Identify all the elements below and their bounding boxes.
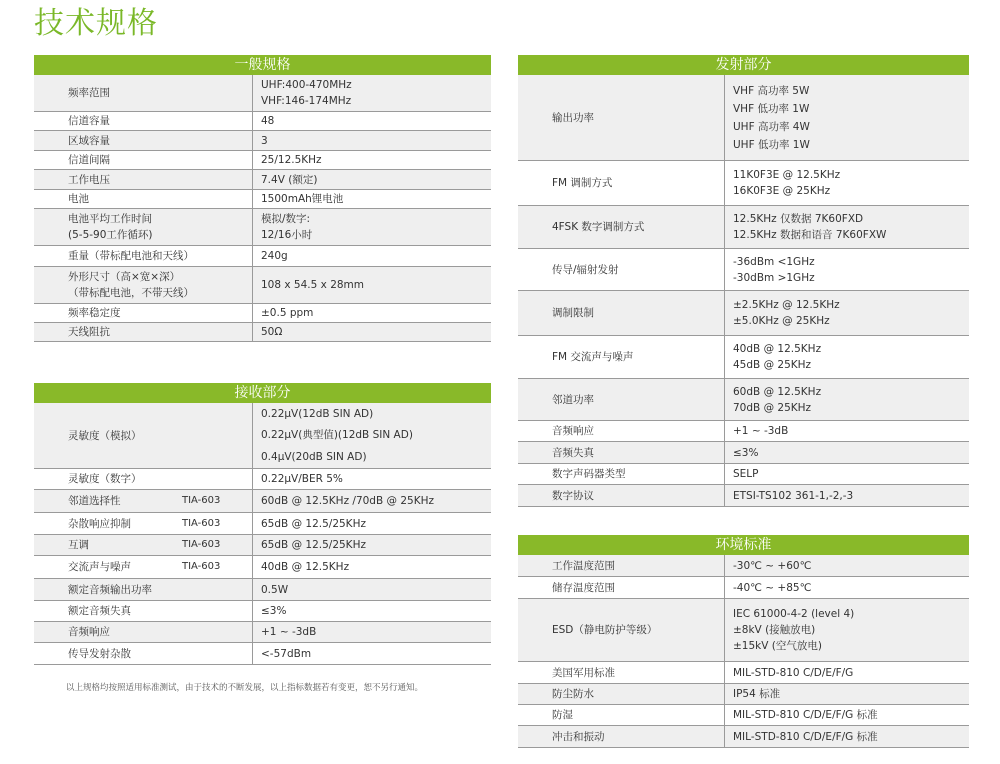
spec-label-cell (34, 579, 252, 600)
spec-value-cell (252, 267, 491, 303)
spec-label: 杂散响应抑制 (68, 517, 131, 530)
spec-label-cell (518, 206, 724, 248)
spec-label: 音频响应 (552, 425, 594, 437)
spec-label: 调制限制 (552, 307, 594, 319)
spec-label: 4FSK 数字调制方式 (552, 221, 645, 233)
spec-value-cell (724, 249, 969, 290)
spec-label: 音频失真 (552, 446, 594, 459)
transmit-row (518, 379, 969, 421)
spec-label-cell (34, 267, 252, 303)
spec-value: 0.22μV(典型值)(12dB SIN AD) (261, 429, 413, 442)
receive-row (34, 556, 491, 579)
spec-value: MIL-STD-810 C/D/E/F/G 标准 (733, 709, 878, 721)
spec-label-cell (34, 535, 252, 555)
environment-row (518, 726, 969, 748)
spec-value: VHF 高功率 5W (733, 84, 810, 97)
spec-label: 重量（带标配电池和天线） (68, 250, 194, 262)
general-row (34, 151, 491, 170)
spec-value-cell (724, 577, 969, 598)
spec-value-cell (252, 403, 491, 468)
spec-label-cell (518, 291, 724, 335)
transmit-row (518, 206, 969, 249)
spec-label: 电池 (68, 193, 89, 205)
spec-value-cell (252, 469, 491, 489)
spec-value-cell (724, 291, 969, 335)
spec-value: ±2.5KHz @ 12.5KHz (733, 299, 840, 311)
spec-value-cell (724, 336, 969, 378)
page-title: 技术规格 (34, 6, 158, 41)
spec-label: 额定音频输出功率 (68, 583, 152, 596)
receive-row (34, 513, 491, 535)
spec-label: 灵敏度（数字） (68, 473, 142, 485)
spec-label-cell (34, 643, 252, 664)
spec-value-cell (724, 161, 969, 205)
spec-label: 防尘防水 (552, 688, 594, 700)
spec-value: ±0.5 ppm (261, 307, 314, 319)
spec-value: 108 x 54.5 x 28mm (261, 279, 365, 291)
general-row (34, 323, 491, 342)
transmit-specs-table (518, 55, 969, 507)
transmit-row (518, 421, 969, 442)
spec-value: 50Ω (261, 326, 283, 338)
spec-label-cell (34, 75, 252, 111)
environment-row (518, 684, 969, 705)
spec-label-cell (34, 304, 252, 322)
spec-value: ≤3% (733, 446, 759, 459)
spec-label-cell (34, 170, 252, 189)
general-row (34, 190, 491, 209)
spec-label-cell (518, 379, 724, 420)
environment-row (518, 599, 969, 662)
spec-label-cell (518, 555, 724, 576)
spec-value-cell (724, 555, 969, 576)
spec-label: 天线阻抗 (68, 326, 110, 338)
spec-value: 45dB @ 25KHz (733, 359, 812, 371)
spec-value-cell (724, 206, 969, 248)
spec-value-cell (252, 323, 491, 341)
spec-value: 7.4V (额定) (261, 173, 318, 186)
spec-label-cell (34, 190, 252, 208)
spec-standard: TIA-603 (182, 495, 221, 506)
spec-label-cell (518, 75, 724, 160)
spec-value-cell (724, 464, 969, 484)
spec-label-cell (34, 403, 252, 468)
spec-label: 数字声码器类型 (552, 468, 626, 480)
spec-value: IP54 标准 (733, 688, 781, 700)
spec-value: -30dBm >1GHz (733, 271, 815, 284)
receive-row (34, 469, 491, 490)
spec-value: ±8kV (接触放电) (733, 624, 816, 636)
spec-label: 邻道选择性 (68, 495, 121, 507)
receive-row (34, 643, 491, 665)
spec-label: 信道间隔 (68, 154, 110, 166)
spec-label-cell (34, 556, 252, 578)
spec-value: 1500mAh锂电池 (261, 193, 344, 205)
spec-label-cell (518, 485, 724, 506)
transmit-row (518, 442, 969, 464)
spec-value: 60dB @ 12.5KHz (733, 385, 822, 398)
spec-value-cell (724, 599, 969, 661)
general-row (34, 170, 491, 190)
spec-label-cell (518, 577, 724, 598)
spec-value: 模拟/数字: (261, 213, 311, 225)
receive-row (34, 601, 491, 622)
spec-value: ±15kV (空气放电) (733, 640, 822, 652)
spec-value-cell (252, 490, 491, 512)
spec-value-cell (724, 421, 969, 441)
spec-value: 0.22μV/BER 5% (261, 473, 343, 485)
spec-value-cell (724, 485, 969, 506)
spec-label-cell (518, 726, 724, 747)
spec-label: 输出功率 (552, 111, 594, 124)
spec-label-cell (34, 246, 252, 266)
spec-value: 12.5KHz 数据和语音 7K60FXW (733, 229, 887, 241)
environment-row (518, 577, 969, 599)
receive-row (34, 622, 491, 643)
spec-value-cell (252, 601, 491, 621)
spec-value: ETSI-TS102 361-1,-2,-3 (733, 489, 854, 502)
spec-value: 3 (261, 134, 268, 147)
spec-label-cell (518, 684, 724, 704)
spec-value: 240g (261, 250, 288, 262)
transmit-specs-header: 发射部分 (518, 55, 969, 75)
spec-standard: TIA-603 (182, 539, 221, 550)
spec-label: 交流声与噪声 (68, 561, 131, 573)
spec-label-cell (518, 705, 724, 725)
spec-value-cell (252, 535, 491, 555)
spec-label: 区域容量 (68, 134, 110, 147)
general-row (34, 75, 491, 112)
spec-value-cell (252, 622, 491, 642)
footnote: 以上规格均按照适用标准测试，由于技术的不断发展，以上指标数据若有变更，恕不另行通知。 (66, 683, 424, 693)
spec-label-cell (34, 490, 252, 512)
spec-label-cell (34, 112, 252, 130)
spec-value: -36dBm <1GHz (733, 255, 815, 268)
spec-label-cell (518, 421, 724, 441)
spec-value: UHF 高功率 4W (733, 120, 810, 133)
spec-value: 40dB @ 12.5KHz (261, 561, 350, 573)
spec-label: 电池平均工作时间 (5-5-90工作循环) (68, 213, 153, 241)
general-row (34, 209, 491, 246)
spec-value: 65dB @ 12.5/25KHz (261, 539, 366, 551)
spec-value-cell (252, 304, 491, 322)
transmit-row (518, 464, 969, 485)
receive-row (34, 535, 491, 556)
spec-label-cell (518, 442, 724, 463)
receive-specs-header: 接收部分 (34, 383, 491, 403)
spec-value-cell (252, 75, 491, 111)
general-specs-table (34, 55, 491, 342)
spec-label: 外形尺寸（高×宽×深） （带标配电池，不带天线） (68, 271, 194, 299)
spec-value-cell (724, 75, 969, 160)
spec-value: IEC 61000-4-2 (level 4) (733, 608, 855, 620)
spec-value-cell (724, 442, 969, 463)
spec-label: 额定音频失真 (68, 605, 131, 617)
spec-value-cell (252, 151, 491, 169)
spec-value: 40dB @ 12.5KHz (733, 343, 822, 355)
spec-label: ESD（静电防护等级） (552, 624, 658, 636)
transmit-row (518, 249, 969, 291)
spec-label: 防湿 (552, 709, 573, 721)
spec-value: MIL-STD-810 C/D/E/F/G 标准 (733, 730, 878, 743)
spec-value: <-57dBm (261, 647, 312, 660)
spec-label: 频率稳定度 (68, 307, 121, 319)
spec-label: 储存温度范围 (552, 581, 615, 594)
spec-value-cell (724, 684, 969, 704)
spec-value-cell (724, 379, 969, 420)
spec-label: 信道容量 (68, 115, 110, 127)
general-row (34, 304, 491, 323)
spec-value-cell (724, 726, 969, 747)
spec-label-cell (518, 599, 724, 661)
spec-value: -30℃ ~ +60℃ (733, 559, 812, 572)
spec-value: UHF 低功率 1W (733, 138, 810, 151)
spec-label-cell (518, 161, 724, 205)
spec-value-cell (724, 705, 969, 725)
spec-label-cell (34, 151, 252, 169)
spec-value: 0.22μV(12dB SIN AD) (261, 407, 374, 420)
spec-value: 25/12.5KHz (261, 154, 322, 166)
transmit-row (518, 75, 969, 161)
spec-label: 传导/辐射发射 (552, 263, 619, 276)
transmit-row (518, 291, 969, 336)
spec-label: 频率范围 (68, 87, 110, 99)
general-row (34, 112, 491, 131)
spec-value-cell (724, 662, 969, 683)
spec-value-cell (252, 643, 491, 664)
general-row (34, 246, 491, 267)
spec-value: +1 ~ -3dB (733, 425, 789, 437)
spec-value: ≤3% (261, 605, 287, 617)
spec-value: 0.5W (261, 583, 289, 596)
environment-specs-table (518, 535, 969, 748)
spec-value: 60dB @ 12.5KHz /70dB @ 25KHz (261, 495, 435, 507)
spec-label: 传导发射杂散 (68, 647, 131, 660)
spec-value-cell (252, 131, 491, 150)
spec-label: 音频响应 (68, 626, 110, 638)
spec-value-cell (252, 209, 491, 245)
spec-value: -40℃ ~ +85℃ (733, 581, 812, 594)
spec-label-cell (518, 336, 724, 378)
spec-label-cell (518, 249, 724, 290)
spec-value: SELP (733, 468, 759, 480)
spec-value-cell (252, 190, 491, 208)
spec-standard: TIA-603 (182, 561, 221, 572)
spec-label-cell (34, 323, 252, 341)
spec-value: 48 (261, 115, 275, 127)
spec-value: 65dB @ 12.5/25KHz (261, 517, 366, 530)
spec-value-cell (252, 170, 491, 189)
spec-standard: TIA-603 (182, 517, 221, 529)
spec-value: VHF 低功率 1W (733, 102, 810, 115)
transmit-row (518, 485, 969, 507)
transmit-row (518, 161, 969, 206)
spec-label-cell (518, 662, 724, 683)
spec-value: 70dB @ 25KHz (733, 401, 812, 414)
spec-value-cell (252, 246, 491, 266)
spec-value: VHF:146-174MHz (261, 95, 352, 107)
spec-value: 12.5KHz 仅数据 7K60FXD (733, 213, 864, 225)
general-row (34, 131, 491, 151)
spec-label: FM 交流声与噪声 (552, 351, 634, 363)
spec-label: 互调 (68, 539, 89, 551)
spec-label: 邻道功率 (552, 393, 594, 406)
spec-label: 工作温度范围 (552, 559, 615, 572)
environment-row (518, 555, 969, 577)
spec-label: 灵敏度（模拟） (68, 429, 142, 442)
spec-value: ±5.0KHz @ 25KHz (733, 315, 830, 327)
spec-value-cell (252, 513, 491, 534)
general-specs-header: 一般规格 (34, 55, 491, 75)
transmit-row (518, 336, 969, 379)
receive-specs-table (34, 383, 491, 665)
spec-label: 数字协议 (552, 489, 594, 502)
receive-row (34, 403, 491, 469)
general-row (34, 267, 491, 304)
spec-label: FM 调制方式 (552, 177, 613, 189)
spec-value: 0.4μV(20dB SIN AD) (261, 451, 367, 464)
spec-value-cell (252, 579, 491, 600)
environment-row (518, 705, 969, 726)
receive-row (34, 579, 491, 601)
spec-value: +1 ~ -3dB (261, 626, 317, 638)
environment-specs-header: 环境标准 (518, 535, 969, 555)
spec-label-cell (34, 469, 252, 489)
spec-label: 美国军用标准 (552, 666, 615, 679)
spec-value: 12/16小时 (261, 229, 313, 241)
spec-value: 11K0F3E @ 12.5KHz (733, 169, 841, 181)
spec-value: 16K0F3E @ 25KHz (733, 185, 831, 197)
environment-row (518, 662, 969, 684)
spec-label: 冲击和振动 (552, 730, 605, 743)
spec-label-cell (34, 209, 252, 245)
spec-value: MIL-STD-810 C/D/E/F/G (733, 666, 854, 679)
spec-label-cell (518, 464, 724, 484)
spec-label-cell (34, 601, 252, 621)
spec-value: UHF:400-470MHz (261, 79, 352, 91)
spec-label-cell (34, 513, 252, 534)
spec-value-cell (252, 112, 491, 130)
spec-label-cell (34, 131, 252, 150)
spec-label-cell (34, 622, 252, 642)
spec-label: 工作电压 (68, 173, 110, 186)
receive-row (34, 490, 491, 513)
spec-value-cell (252, 556, 491, 578)
